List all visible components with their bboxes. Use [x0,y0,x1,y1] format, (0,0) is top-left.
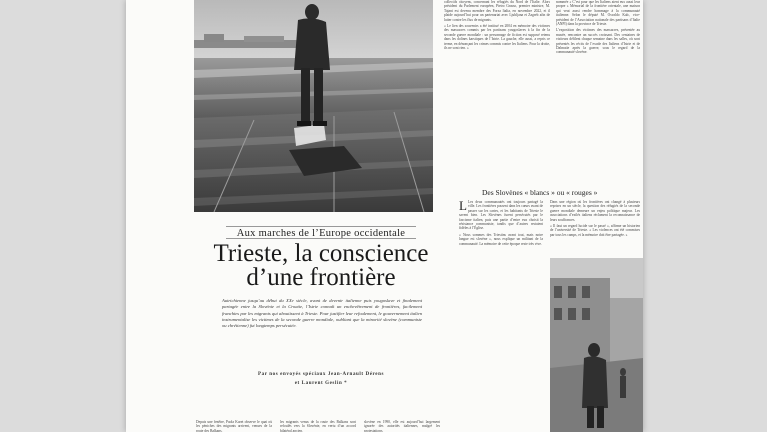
paragraph: Dans une région où les frontières ont changé à plusieurs reprises en un siècle, la question des réfugiés de la seconde guerre mondiale demeure un enjeu politique majeur. Les associations d’exilés italiens réclament la reconnaissance de leurs souffrances. [550,200,640,222]
divider [226,226,416,227]
paragraph: nommée « C’est pour que les Italiens aient eux aussi leur propre » Mémorial de la frontière orientale, une maison qui veut aussi rendre hommage à la communauté italienne. Selon le député M. Osvaldo Kalc, vice-président de l’Association nationale des partisans d’Italie (ANPI) dans la province de Trieste. [556,0,640,27]
paragraph: « Il faut un regard lucide sur le passé », affirme un historien de l’université de Trieste. « Les violences ont été commises par tous les camps, et la mémoire doit être partagée. » [550,224,640,237]
standfirst: Autrichienne jusqu’au début du XXe siècle, avant de devenir italienne puis yougoslave et finalement partagée entre la Slovénie et la Croatie, l’Istrie connaît un enchevêtrement de frontières, facilement franchies par les migrants qui aboutissent à Trieste. Pour justifier leur refoulement, le gouvernement italien instrumentalise les victimes de la seconde guerre mondiale, oubliant que la minorité slovène (communiste ou chrétienne) fut longtemps persécutée. [222,298,422,329]
magazine-page [126,0,643,432]
paragraph: « Nous sommes des Triestins avant tout, mais notre langue est slovène », nous explique un militant de la communauté. La mémoire de cette époque reste très vive. [459,232,543,246]
top-photo [194,0,433,212]
kicker: Aux marches de l’Europe occidentale [236,228,406,239]
section-subhead: Des Slovènes « blancs » ou « rouges » [482,188,598,197]
drop-cap: L [459,200,467,213]
byline: et Laurent Geslin * [294,381,348,386]
flooded-quay-image [194,0,433,212]
column-top-middle [444,0,550,180]
headline-line-1: Trieste, la conscience [213,240,429,267]
street-scene-image [550,258,643,432]
headline-line-2: d’une frontière [246,264,396,291]
bottom-photo [550,258,643,432]
column-bottom-middle [280,420,356,432]
column-bottom-right [364,420,440,432]
paragraph: les migrants venus de la route des Balkans sont refoulés vers la Slovénie, en vertu d’un accord bilatéral ancien. [280,420,356,432]
column-bottom-left [196,420,272,432]
paragraph: slovène en 1990, elle est aujourd’hui largement ignorée des autorités italiennes, malgré les protestations. [364,420,440,432]
paragraph: L’exposition des victimes des massacres, présentée au musée, rencontre un succès croissant. Des centaines de visiteurs défilent chaque semaine dans les salles, où sont présentés les récits de l’exode des Italiens d’Istrie et de Dalmatie après la guerre, sous le regard de la communauté slovène. [556,28,640,55]
divider [226,238,416,239]
paragraph: L Les deux communautés ont toujours partagé la ville. Les frontières passent dans les cœurs avant de passer sur les cartes, et les habitants de Trieste le savent bien. Les Slovènes furent persécutés par le fascisme italien, puis une partie d’entre eux choisit la résistance communiste, tandis que d’autres restaient fidèles à l’Église. [459,200,543,231]
column-right-lower [550,200,640,256]
byline: Par nos envoyés spéciaux Jean-Arnault Dérens [257,372,385,377]
paragraph: Depuis une fenêtre, Paola Kuret observe le quai où les péniches des migrants arrivent, venues de la route des Balkans. [196,420,272,432]
column-right-upper [459,200,543,432]
paragraph: « Le lien des souvenirs a été institué en 2004 en mémoire des victimes des massacres commis par les partisans yougoslaves à la fin de la seconde guerre mondiale : un personnage de fiction est supposé retenu dans les dolines karstiques de l’Istrie. La gauche, elle aussi, a repris ce terme, en dénonçant les crimes commis contre les Italiens. Pour la droite, ils ne sont rien. » [444,24,550,51]
paragraph: collectifs citoyens, concernant les réfugiés du Nord de l’Italie. Alors président du Parlement européen, Pietro Grasso, premier ministre, M. Tajani est devenu membre des Forza Italia, en novembre 2022, et il plaide aujourd’hui pour un partenariat avec Ljubljana et Zagreb afin de lutter contre les flux de migrants. [444,0,550,22]
column-top-right [556,0,640,180]
